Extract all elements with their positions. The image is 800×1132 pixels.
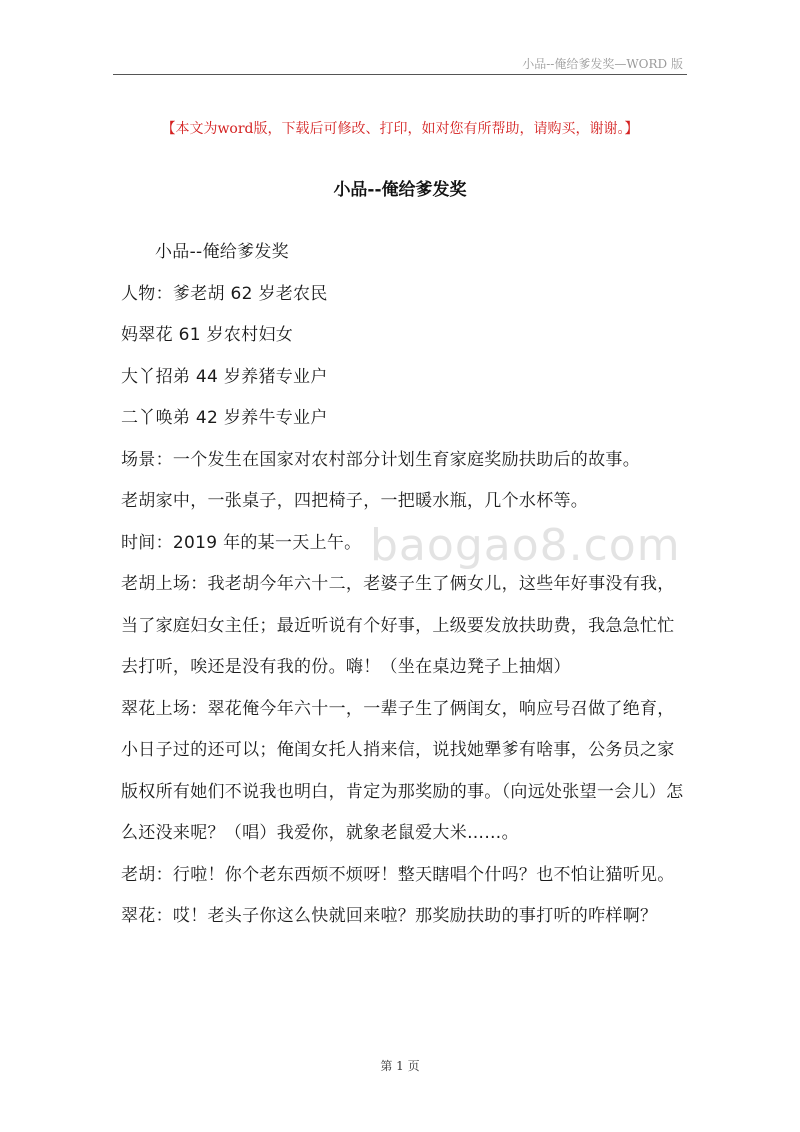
page-number: 第 1 页 [380, 1059, 420, 1073]
paragraph: 翠花：哎！老头子你这么快就回来啦？那奖励扶助的事打听的咋样啊？ [121, 906, 658, 926]
paragraph: 老胡：行啦！你个老东西烦不烦呀！整天瞎唱个什吗？也不怕让猫听见。 [121, 864, 675, 885]
paragraph: 老胡家中，一张桌子，四把椅子，一把暖水瓶，几个水杯等。 [121, 491, 589, 511]
document-title: 小品--俺给爹发奖 [333, 180, 467, 200]
paragraph: 时间：2019 年的某一天上午。 [121, 532, 362, 553]
paragraph: 场景：一个发生在国家对农村部分计划生育家庭奖励扶助后的故事。 [121, 449, 640, 470]
header-divider [113, 74, 687, 75]
paragraph: 二丫唤弟 42 岁养牛专业户 [121, 408, 328, 428]
paragraph: 妈翠花 61 岁农村妇女 [121, 325, 294, 345]
document-body [121, 232, 686, 938]
purchase-notice: 【本文为word版，下载后可修改、打印，如对您有所帮助，请购买，谢谢。】 [161, 121, 639, 137]
paragraph: 翠花上场：翠花俺今年六十一，一辈子生了俩闺女，响应号召做了绝育，小日子过的还可以；俺闺女托人捎来信，说找她犟爹有啥事，公务员之家版权所有她们不说我也明白，肯定为那奖励的事。（向远处张望一会儿）怎么还没来呢？（唱）我爱你，就象老鼠爱大米……。 [121, 698, 684, 843]
header-title: 小品--俺给爹发奖—WORD 版 [522, 57, 683, 71]
paragraph: 老胡上场：我老胡今年六十二，老婆子生了俩女儿，这些年好事没有我，当了家庭妇女主任；最近听说有个好事，上级要发放扶助费，我急急忙忙去打听，唉还是没有我的份。嗨！（坐在桌边凳子上抽烟） [121, 574, 675, 677]
paragraph: 人物：爹老胡 62 岁老农民 [121, 283, 328, 304]
paragraph: 小品--俺给爹发奖 [155, 242, 289, 262]
paragraph: 大丫招弟 44 岁养猪专业户 [121, 366, 328, 387]
watermark-text: baogao8.com [370, 520, 681, 571]
